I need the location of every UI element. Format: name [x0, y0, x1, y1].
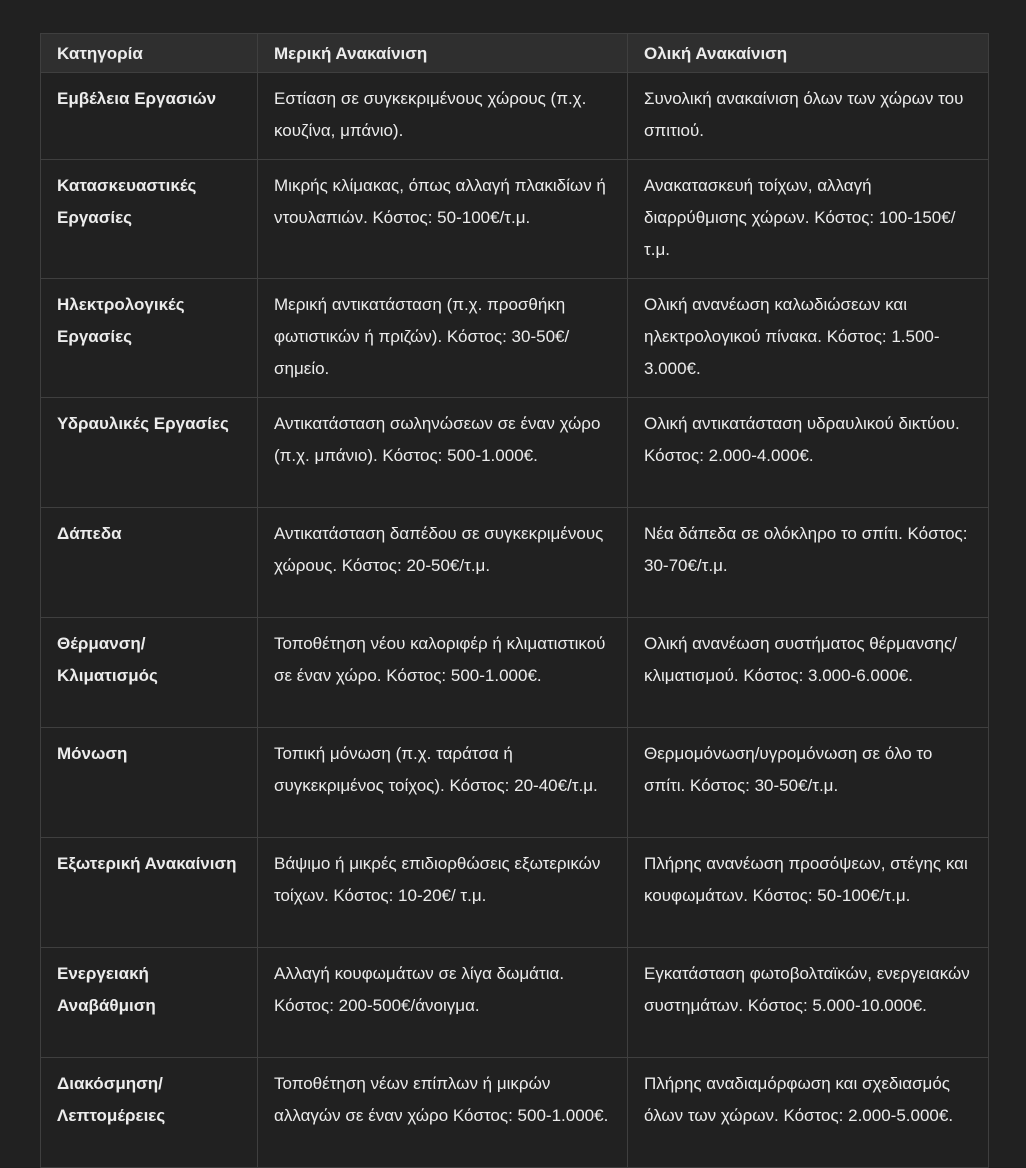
table-row: [41, 160, 989, 279]
table-row: [41, 508, 989, 618]
row-partial: Τοποθέτηση νέου καλοριφέρ ή κλιματιστικού σε έναν χώρο. Κόστος: 500-1.000€.: [258, 618, 628, 728]
comparison-table-container: [40, 33, 988, 1168]
row-category: Μόνωση: [41, 728, 258, 838]
row-full: Ολική ανανέωση συστήματος θέρμανσης/κλιματισμού. Κόστος: 3.000-6.000€.: [628, 618, 989, 728]
table-row: [41, 618, 989, 728]
row-full: Ολική ανανέωση καλωδιώσεων και ηλεκτρολογικού πίνακα. Κόστος: 1.500-3.000€.: [628, 279, 989, 398]
row-full: Πλήρης αναδιαμόρφωση και σχεδιασμός όλων των χώρων. Κόστος: 2.000-5.000€.: [628, 1058, 989, 1168]
row-category: Ηλεκτρολογικές Εργασίες: [41, 279, 258, 398]
header-category: Κατηγορία: [41, 34, 258, 73]
row-category: Θέρμανση/ Κλιματισμός: [41, 618, 258, 728]
row-partial: Βάψιμο ή μικρές επιδιορθώσεις εξωτερικών τοίχων. Κόστος: 10-20€/ τ.μ.: [258, 838, 628, 948]
row-full: Ολική αντικατάσταση υδραυλικού δικτύου. Κόστος: 2.000-4.000€.: [628, 398, 989, 508]
row-category: Εξωτερική Ανακαίνιση: [41, 838, 258, 948]
table-row: [41, 838, 989, 948]
row-partial: Μικρής κλίμακας, όπως αλλαγή πλακιδίων ή ντουλαπιών. Κόστος: 50-100€/τ.μ.: [258, 160, 628, 279]
row-category: Υδραυλικές Εργασίες: [41, 398, 258, 508]
table-row: [41, 73, 989, 160]
table-row: [41, 728, 989, 838]
header-full-renovation: Ολική Ανακαίνιση: [628, 34, 989, 73]
row-partial: Αλλαγή κουφωμάτων σε λίγα δωμάτια. Κόστος: 200-500€/άνοιγμα.: [258, 948, 628, 1058]
row-category: Διακόσμηση/ Λεπτομέρειες: [41, 1058, 258, 1168]
row-partial: Αντικατάσταση δαπέδου σε συγκεκριμένους χώρους. Κόστος: 20-50€/τ.μ.: [258, 508, 628, 618]
row-full: Συνολική ανακαίνιση όλων των χώρων του σπιτιού.: [628, 73, 989, 160]
row-full: Εγκατάσταση φωτοβολταϊκών, ενεργειακών συστημάτων. Κόστος: 5.000-10.000€.: [628, 948, 989, 1058]
row-category: Εμβέλεια Εργασιών: [41, 73, 258, 160]
row-full: Ανακατασκευή τοίχων, αλλαγή διαρρύθμισης χώρων. Κόστος: 100-150€/τ.μ.: [628, 160, 989, 279]
table-row: [41, 948, 989, 1058]
row-full: Νέα δάπεδα σε ολόκληρο το σπίτι. Κόστος: 30-70€/τ.μ.: [628, 508, 989, 618]
row-full: Πλήρης ανανέωση προσόψεων, στέγης και κουφωμάτων. Κόστος: 50-100€/τ.μ.: [628, 838, 989, 948]
table-row: [41, 398, 989, 508]
renovation-comparison-table: [40, 33, 989, 1168]
row-partial: Τοπική μόνωση (π.χ. ταράτσα ή συγκεκριμένος τοίχος). Κόστος: 20-40€/τ.μ.: [258, 728, 628, 838]
row-partial: Μερική αντικατάσταση (π.χ. προσθήκη φωτιστικών ή πριζών). Κόστος: 30-50€/σημείο.: [258, 279, 628, 398]
row-category: Ενεργειακή Αναβάθμιση: [41, 948, 258, 1058]
table-row: [41, 279, 989, 398]
row-partial: Αντικατάσταση σωληνώσεων σε έναν χώρο (π.χ. μπάνιο). Κόστος: 500-1.000€.: [258, 398, 628, 508]
row-full: Θερμομόνωση/υγρομόνωση σε όλο το σπίτι. Κόστος: 30-50€/τ.μ.: [628, 728, 989, 838]
header-partial-renovation: Μερική Ανακαίνιση: [258, 34, 628, 73]
row-partial: Τοποθέτηση νέων επίπλων ή μικρών αλλαγών σε έναν χώρο Κόστος: 500-1.000€.: [258, 1058, 628, 1168]
row-category: Κατασκευαστικές Εργασίες: [41, 160, 258, 279]
table-header-row: [41, 34, 989, 73]
row-category: Δάπεδα: [41, 508, 258, 618]
table-row: [41, 1058, 989, 1168]
row-partial: Εστίαση σε συγκεκριμένους χώρους (π.χ. κουζίνα, μπάνιο).: [258, 73, 628, 160]
